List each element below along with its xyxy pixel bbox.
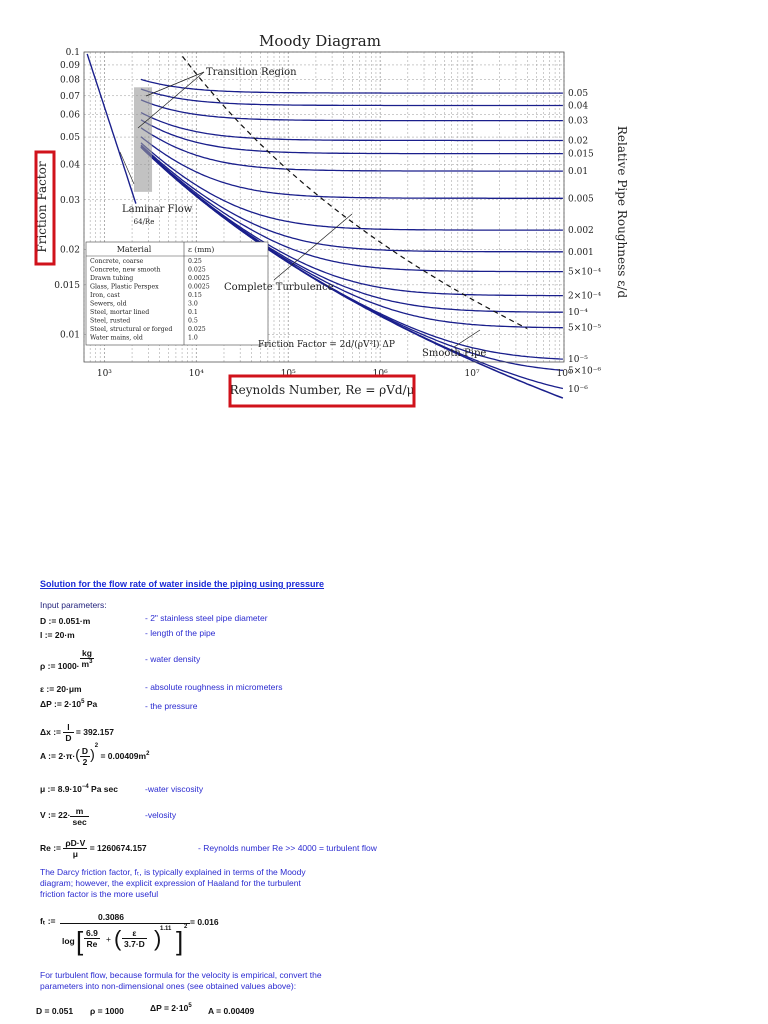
y-tick-label: 0.05 <box>59 133 80 144</box>
complete-turbulence-label: Complete Turbulence <box>224 282 334 293</box>
area-num: D <box>81 746 89 757</box>
laminar-formula: 64/Re <box>133 218 155 226</box>
material-roughness: 3.0 <box>188 300 198 308</box>
material-name: Drawn tubing <box>90 275 134 282</box>
reynolds-expr <box>40 838 147 859</box>
velocity-lhs: V := 22· <box>40 809 71 820</box>
transition-region-label: Transition Region <box>206 67 297 78</box>
pressure-unit: Pa <box>84 699 98 709</box>
friction-factor-formula: Friction Factor = 2d/(ρV²l) ΔP <box>258 340 395 350</box>
x-tick-label: 10³ <box>96 369 112 379</box>
density-lhs: ρ := 1000· <box>40 660 80 671</box>
final-pressure-exp: 5 <box>188 1003 192 1010</box>
length-expr: l := 20·m <box>40 630 75 640</box>
density-note: - water density <box>145 654 201 664</box>
density-unit-den: m <box>81 659 90 669</box>
roughness-label: 0.05 <box>568 89 589 100</box>
roughness-label: 10⁻⁶ <box>568 384 588 395</box>
roughness-expr: ε := 20·μm <box>40 684 82 694</box>
final-pressure-lhs: ΔP = 2·10 <box>150 1003 189 1013</box>
material-roughness: 0.1 <box>188 309 198 316</box>
area-value: = 0.00409m <box>100 751 147 761</box>
density-expr <box>40 648 94 669</box>
diameter-note: - 2" stainless steel pipe diameter <box>145 613 268 623</box>
y-tick-label: 0.03 <box>59 195 80 206</box>
haaland-expr: fₜ := 0.3086 log [ $\frac{6.9}{Re}$ + ( $\frac{\varepsilon}{3.7\cdot D}$ ) 1.11 ] 2 = 0.016 <box>40 912 219 956</box>
y-tick-label: 0.04 <box>59 160 80 171</box>
material-roughness: 0.5 <box>188 317 198 325</box>
input-header: Input parameters: <box>40 600 107 610</box>
material-roughness: 0.0025 <box>188 283 210 291</box>
velocity-unit-num: m <box>70 806 88 817</box>
roughness-note: - absolute roughness in micrometers <box>145 682 283 692</box>
dx-lhs: Δx := <box>40 726 61 737</box>
y-tick-label: 0.07 <box>59 91 80 102</box>
dx-expr <box>40 722 114 743</box>
x-tick-label: 10⁶ <box>372 369 388 379</box>
roughness-label: 0.01 <box>568 167 589 178</box>
material-header: Material <box>116 245 152 254</box>
material-name: Glass, Plastic Perspex <box>90 283 159 291</box>
haaland-value: = 0.016 <box>190 917 219 927</box>
y-axis-label: Friction Factor <box>35 161 49 253</box>
area-lhs: A := 2·π· <box>40 751 76 761</box>
velocity-unit-den: sec <box>72 817 87 827</box>
pressure-lhs: ΔP := 2·10 <box>40 699 82 709</box>
area-exp: 2 <box>94 743 99 750</box>
viscosity-expr <box>40 784 118 794</box>
material-name: Steel, rusted <box>90 317 131 325</box>
material-name: Concrete, new smooth <box>90 266 161 274</box>
dx-value: = 392.157 <box>75 726 114 737</box>
reynolds-num: ρD·V <box>65 838 86 848</box>
y-tick-label: 0.02 <box>59 245 80 256</box>
density-unit-num: kg <box>80 648 95 659</box>
final-diameter: D = 0.051 <box>36 1006 74 1016</box>
diameter-expr: D := 0.051·m <box>40 616 91 626</box>
roughness-label: 2×10⁻⁴ <box>568 291 602 302</box>
material-roughness: 0.025 <box>188 266 206 274</box>
pressure-expr <box>40 699 97 709</box>
viscosity-lhs: μ := 8.9·10 <box>40 784 82 794</box>
roughness-label: 0.015 <box>568 149 594 160</box>
density-unit-exp: 3 <box>89 659 93 666</box>
haaland-b-den: 3.7·D <box>124 939 145 949</box>
area-value-exp: 2 <box>146 751 150 758</box>
roughness-label: 0.03 <box>568 116 589 127</box>
material-name: Sewers, old <box>90 300 127 308</box>
roughness-label: 5×10⁻⁴ <box>568 267 602 278</box>
x-tick-label: 10⁸ <box>556 369 572 379</box>
turbulent-line-2: parameters into non-dimensional ones (see obtained values above): <box>40 981 297 991</box>
dx-num: l <box>63 722 73 733</box>
velocity-note: -velosity <box>145 810 177 820</box>
y-tick-label: 0.01 <box>59 330 80 341</box>
length-note: - length of the pipe <box>145 628 216 638</box>
y-tick-label: 0.1 <box>65 48 80 58</box>
chart-title: Moody Diagram <box>259 32 381 50</box>
area-den: 2 <box>82 757 88 768</box>
reynolds-den: μ <box>72 849 78 859</box>
pressure-exp: 5 <box>81 699 85 706</box>
viscosity-exp: −4 <box>81 784 89 791</box>
darcy-line-3: friction factor is the more useful <box>40 889 159 899</box>
roughness-label: 10⁻⁵ <box>568 355 588 366</box>
roughness-label: 5×10⁻⁵ <box>568 323 602 334</box>
viscosity-note: -water viscosity <box>145 784 204 794</box>
y-tick-label: 0.08 <box>59 75 80 86</box>
final-area: A = 0.00409 <box>208 1006 255 1016</box>
material-name: Concrete, coarse <box>90 258 144 265</box>
material-name: Iron, cast <box>90 292 120 299</box>
darcy-line-1: The Darcy friction factor, fₜ, is typically explained in terms of the Moody <box>40 867 306 877</box>
darcy-line-2: diagram; however, the explicit expression of Haaland for the turbulent <box>40 878 301 888</box>
smooth-pipe-label: Smooth Pipe <box>422 348 487 359</box>
material-roughness: 0.0025 <box>188 275 210 282</box>
material-name: Water mains, old <box>90 334 143 342</box>
haaland-a-den: Re <box>86 939 98 949</box>
roughness-label: 10⁻⁴ <box>568 308 588 319</box>
roughness-label: 0.02 <box>568 136 589 147</box>
solution-title: Solution for the flow rate of water inside the piping using pressure <box>40 579 325 589</box>
reynolds-value: = 1260674.157 <box>89 842 147 853</box>
y-tick-label: 0.06 <box>59 110 80 121</box>
haaland-lhs: fₜ := <box>40 916 56 926</box>
roughness-label: 0.005 <box>568 194 594 205</box>
pressure-note: - the pressure <box>145 701 198 711</box>
haaland-square: 2 <box>184 924 188 930</box>
haaland-a-num: 6.9 <box>86 928 98 938</box>
x-axis-label: Reynolds Number, Re = ρVd/μ <box>229 383 415 397</box>
material-roughness: 0.025 <box>188 326 206 333</box>
velocity-expr <box>40 806 89 827</box>
material-name: Steel, mortar lined <box>90 309 150 316</box>
roughness-label: 5×10⁻⁶ <box>568 366 602 377</box>
roughness-header: ε (mm) <box>188 245 215 254</box>
darcy-paragraph <box>40 867 306 900</box>
final-density: ρ = 1000 <box>90 1006 124 1016</box>
turbulent-paragraph <box>40 970 322 992</box>
material-roughness: 1.0 <box>188 334 198 342</box>
roughness-label: 0.04 <box>568 101 589 112</box>
roughness-label: 0.002 <box>568 226 594 237</box>
material-roughness: 0.25 <box>188 258 202 265</box>
x-tick-label: 10⁴ <box>188 369 204 379</box>
haaland-b-exp: 1.11 <box>160 926 172 932</box>
viscosity-unit: Pa sec <box>91 784 118 794</box>
haaland-log: log <box>62 936 75 946</box>
turbulent-line-1: For turbulent flow, because formula for the velocity is empirical, convert the <box>40 970 322 980</box>
final-pressure <box>150 1003 192 1013</box>
laminar-flow-label: Laminar Flow <box>122 204 193 215</box>
reynolds-note: - Reynolds number Re >> 4000 = turbulent flow <box>198 843 377 853</box>
y-tick-label: 0.09 <box>59 60 80 71</box>
haaland-num: 0.3086 <box>98 912 124 922</box>
haaland-b-num: ε <box>122 928 147 939</box>
y-tick-label: 0.015 <box>54 280 80 291</box>
area-expr: A := 2·π·( $\frac{D}{2}$ )$^2 = 0.00409m^2$ <box>40 743 150 768</box>
right-axis-label: Relative Pipe Roughness ε/d <box>615 125 629 299</box>
roughness-label: 0.001 <box>568 247 594 258</box>
material-name: Steel, structural or forged <box>90 326 173 333</box>
material-roughness: 0.15 <box>188 292 202 299</box>
dx-den: D <box>65 733 72 743</box>
x-tick-label: 10⁷ <box>464 369 480 379</box>
x-tick-label: 10⁵ <box>280 369 296 379</box>
reynolds-lhs: Re := <box>40 842 62 853</box>
